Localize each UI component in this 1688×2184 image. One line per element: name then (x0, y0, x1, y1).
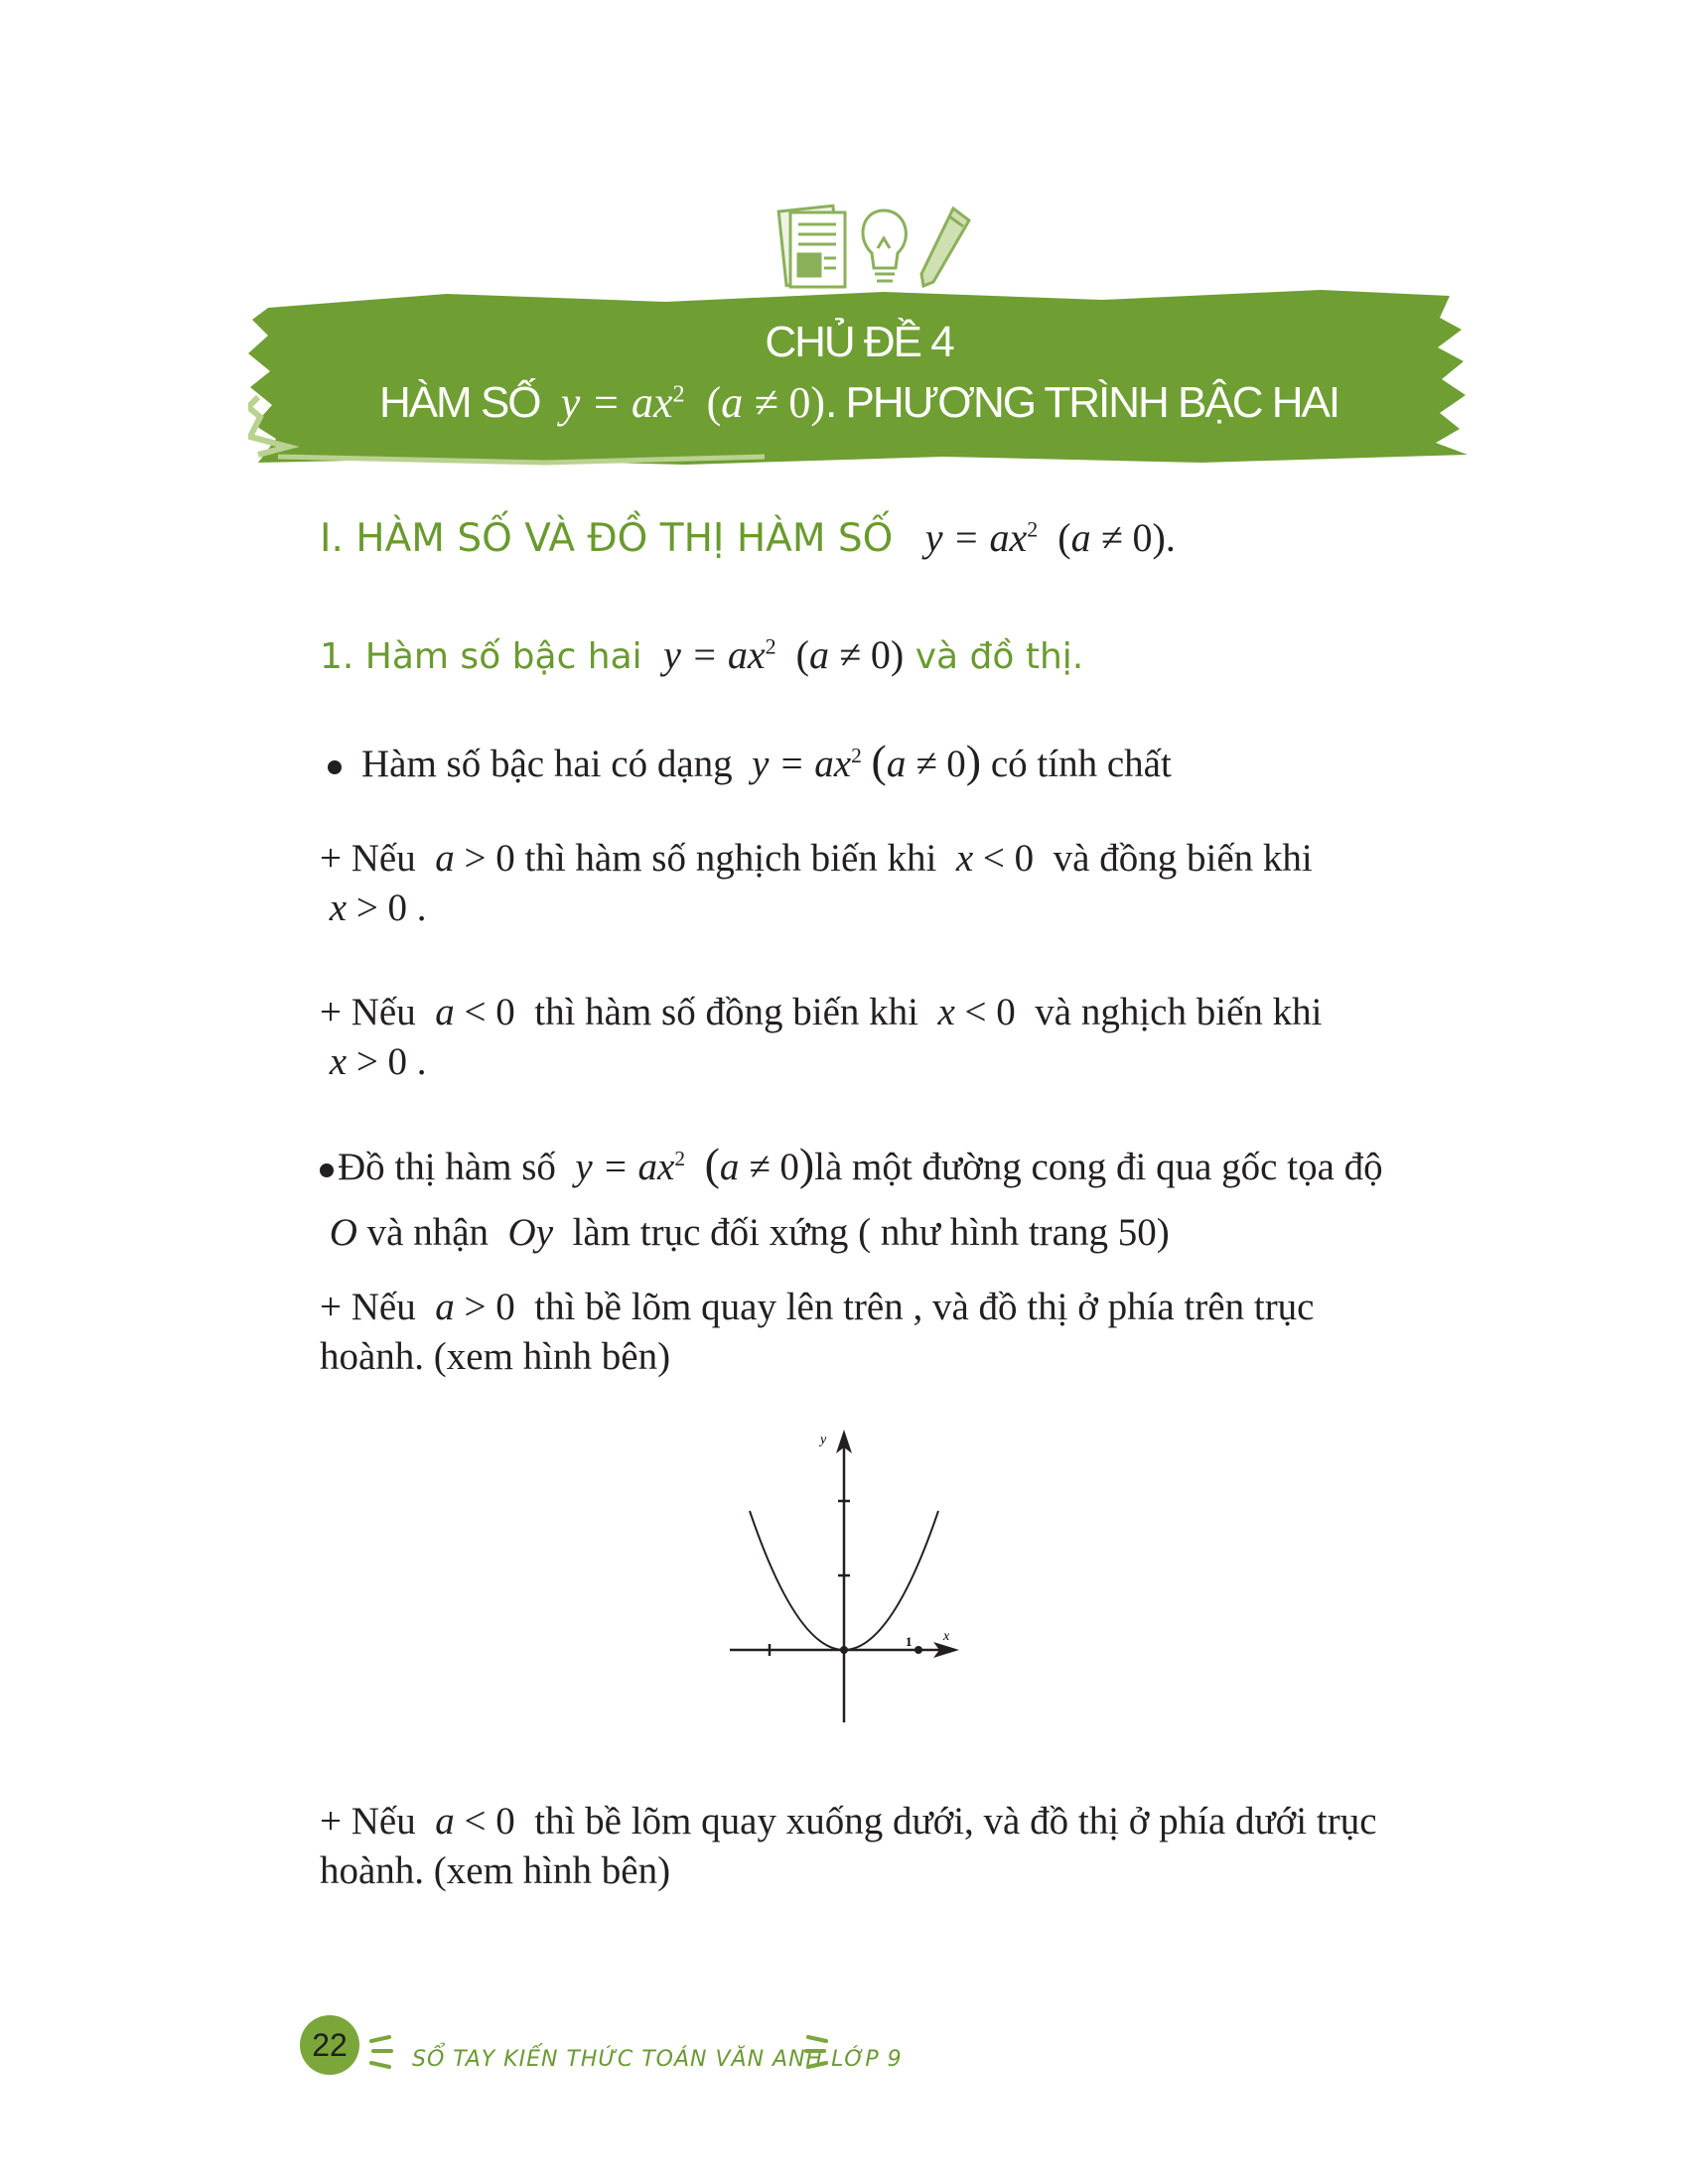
lightbulb-icon (863, 210, 906, 281)
chapter-title (248, 377, 1470, 428)
section-heading-formula: $y = ax^2$ (a ≠ 0). (905, 515, 1176, 560)
paragraph-text: + Nếu (320, 991, 416, 1033)
paragraph-text: + Nếu (320, 1286, 416, 1328)
bullet-dot (320, 1163, 334, 1177)
header-icons (774, 199, 993, 298)
paragraph-text: và nhận (366, 1211, 490, 1254)
paragraph-text: + Nếu (320, 837, 416, 880)
paragraph-text: thì bề lõm quay lên trên , và đồ thị ở phía trên trục hoành. (xem hình bên) (320, 1286, 1315, 1378)
paragraph-text: Đồ thị hàm số (338, 1146, 556, 1188)
paragraph-text: Hàm số bậc hai có dạng (361, 743, 733, 785)
subsection-heading-suffix: và đồ thị. (914, 636, 1084, 677)
origin-point (840, 1646, 848, 1654)
page-number: 22 (300, 2015, 359, 2075)
paragraph-concave-down: + Nếu a < 0 thì bề lõm quay xuống dưới, và đồ thị ở phía dưới trục hoành. (xem hình bên) (320, 1800, 1377, 1892)
paragraph-text: thì hàm số nghịch biến khi (524, 837, 937, 880)
paragraph-text: và đồng biến khi (1053, 837, 1313, 880)
paragraph-case-positive: + Nếu a > 0 thì hàm số nghịch biến khi x < 0 và đồng biến khi x > 0 . (320, 837, 1313, 929)
chapter-label: CHỦ ĐỀ 4 (765, 318, 953, 366)
footer-decoration-left (367, 2033, 397, 2073)
paragraph-text: và nghịch biến khi (1035, 991, 1323, 1033)
paragraph-case-negative: + Nếu a < 0 thì hàm số đồng biến khi x < 0 và nghịch biến khi x > 0 . (320, 991, 1323, 1083)
pencil-icon (921, 208, 969, 286)
x-axis-label: x (943, 1629, 950, 1644)
paragraph-graph-shape: Đồ thị hàm số $y = ax^2$ (a ≠ 0)là một đường cong đi qua gốc tọa độ O và nhận Oy làm trục đối xứng ( như hình trang 50) (320, 1139, 1383, 1254)
section-heading (320, 514, 1176, 561)
paragraph-text: là một đường cong đi qua gốc tọa độ (814, 1146, 1383, 1188)
bullet-dot (328, 760, 342, 774)
paragraph-definition: Hàm số bậc hai có dạng $y = ax^2$ (a ≠ 0) có tính chất (328, 737, 1400, 789)
parabola-graph (725, 1420, 963, 1727)
paragraph-text: thì bề lõm quay xuống dưới, và đồ thị ở phía dưới trục hoành. (xem hình bên) (320, 1800, 1377, 1892)
unit-point (914, 1646, 922, 1654)
paragraph-text: + Nếu (320, 1800, 416, 1843)
chapter-title-formula: $y = ax^2$ (a ≠ 0) (549, 378, 826, 427)
paragraph-concave-up: + Nếu a > 0 thì bề lõm quay lên trên , và đồ thị ở phía trên trục hoành. (xem hình bên) (320, 1286, 1315, 1378)
tick-label: 1 (906, 1634, 913, 1649)
subsection-heading-formula: $y = ax^2$ (a ≠ 0) (653, 632, 905, 677)
footer-decoration-right (802, 2033, 832, 2073)
paragraph-text: làm trục đối xứng ( như hình trang 50) (572, 1211, 1170, 1254)
chapter-title-prefix: HÀM SỐ (378, 378, 540, 427)
paragraph-text: thì hàm số đồng biến khi (534, 991, 918, 1033)
chapter-title-suffix: . PHƯƠNG TRÌNH BẬC HAI (825, 378, 1339, 427)
document-icon (778, 205, 845, 287)
subsection-heading (320, 631, 1083, 678)
paragraph-text: có tính chất (990, 743, 1172, 785)
y-axis-label: y (820, 1433, 827, 1447)
section-heading-text: I. HÀM SỐ VÀ ĐỒ THỊ HÀM SỐ (320, 516, 894, 561)
subsection-heading-prefix: 1. Hàm số bậc hai (320, 636, 642, 677)
book-title: SỔ TAY KIẾN THỨC TOÁN VĂN ANH LỚP 9 (412, 2047, 903, 2072)
